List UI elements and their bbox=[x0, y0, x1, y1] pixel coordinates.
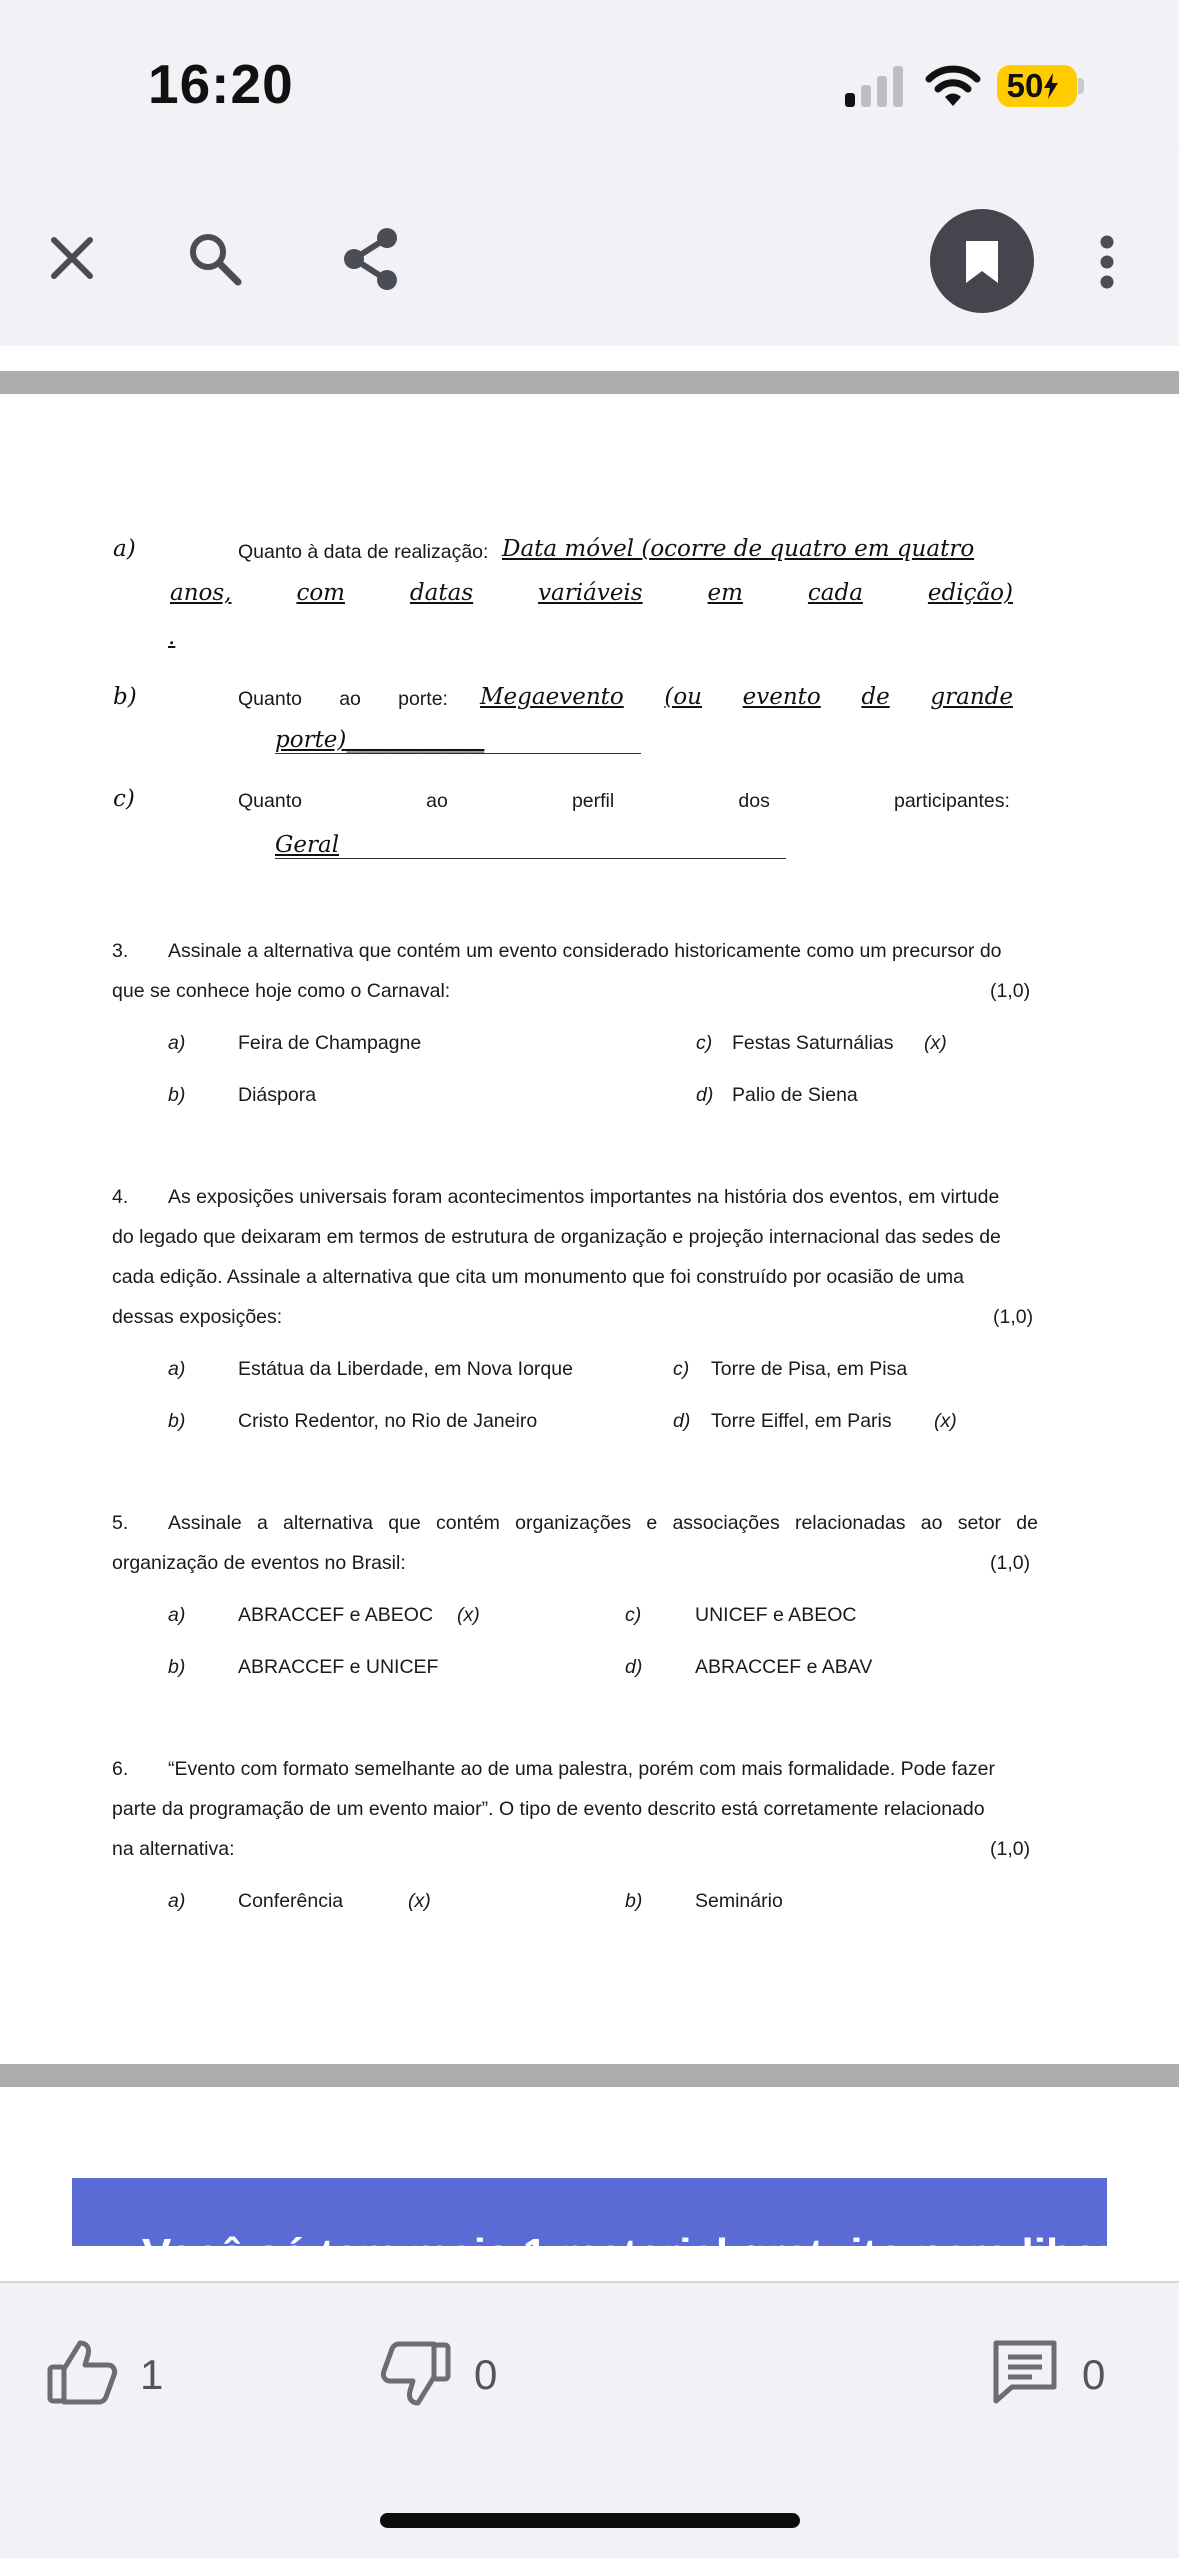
item-a-letter: a) bbox=[113, 536, 136, 562]
q5-option-b[interactable]: ABRACCEF e UNICEF bbox=[238, 1656, 439, 1678]
item-a-answer-line1: Data móvel (ocorre de quatro em quatro bbox=[502, 536, 975, 562]
search-icon[interactable] bbox=[186, 230, 244, 288]
q5-line2: organização de eventos no Brasil: bbox=[112, 1552, 406, 1574]
word: (ou bbox=[664, 684, 702, 710]
word: setor bbox=[957, 1512, 1002, 1534]
word: Quanto bbox=[238, 790, 302, 812]
close-icon[interactable] bbox=[48, 234, 96, 282]
like-count: 1 bbox=[140, 2351, 164, 2398]
word: relacionadas bbox=[794, 1512, 906, 1534]
q3-option-b[interactable]: Diáspora bbox=[238, 1084, 317, 1106]
q5-option-b-letter: b) bbox=[168, 1656, 186, 1678]
q3-points: (1,0) bbox=[990, 980, 1031, 1002]
q3-option-d[interactable]: Palio de Siena bbox=[732, 1084, 858, 1106]
word: Assinale bbox=[168, 1512, 242, 1534]
word: Quanto bbox=[238, 688, 302, 710]
q5-option-d[interactable]: ABRACCEF e ABAV bbox=[695, 1656, 873, 1678]
q6-option-a-letter: a) bbox=[168, 1890, 186, 1912]
item-b-answer-line1 bbox=[480, 684, 1013, 710]
q4-option-c[interactable]: Torre de Pisa, em Pisa bbox=[711, 1358, 908, 1380]
q4-option-a[interactable]: Estátua da Liberdade, em Nova Iorque bbox=[238, 1358, 573, 1380]
word: porte: bbox=[398, 688, 448, 710]
word: evento bbox=[742, 684, 821, 710]
q4-option-d[interactable]: Torre Eiffel, em Paris bbox=[711, 1410, 892, 1432]
thumbs-down-icon[interactable] bbox=[380, 2339, 452, 2407]
wifi-icon bbox=[925, 64, 981, 108]
q5-option-d-letter: d) bbox=[625, 1656, 643, 1678]
word: edição) bbox=[927, 580, 1013, 606]
word: cada bbox=[807, 580, 863, 606]
q3-option-c[interactable]: Festas Saturnálias bbox=[732, 1032, 894, 1054]
word: perfil bbox=[571, 790, 615, 812]
q5-option-a-letter: a) bbox=[168, 1604, 186, 1626]
more-vertical-icon[interactable] bbox=[1096, 234, 1118, 290]
cellular-signal-icon bbox=[845, 64, 903, 107]
q3-option-a[interactable]: Feira de Champagne bbox=[238, 1032, 422, 1054]
word: organizações bbox=[515, 1512, 632, 1534]
q6-option-b-letter: b) bbox=[625, 1890, 643, 1912]
word: associações bbox=[672, 1512, 780, 1534]
q6-line3: na alternativa: bbox=[112, 1838, 235, 1860]
battery-charging-icon bbox=[997, 65, 1077, 107]
word: dos bbox=[738, 790, 770, 812]
word: ao bbox=[339, 688, 361, 710]
q4-line2: do legado que deixaram em termos de estrutura de organização e projeção internacional das sedes de bbox=[112, 1226, 1001, 1248]
bookmark-icon bbox=[964, 239, 1000, 285]
q4-option-a-letter: a) bbox=[168, 1358, 186, 1380]
q5-number: 5. bbox=[112, 1512, 129, 1534]
word: ao bbox=[920, 1512, 943, 1534]
q5-option-c-letter: c) bbox=[625, 1604, 642, 1626]
status-bar bbox=[0, 0, 1179, 150]
page-separator bbox=[0, 2064, 1179, 2087]
q3-option-c-letter: c) bbox=[696, 1032, 713, 1054]
word: Megaevento bbox=[480, 684, 624, 710]
q5-option-a-mark: (x) bbox=[457, 1604, 480, 1626]
word: de bbox=[861, 684, 890, 710]
word: com bbox=[296, 580, 345, 606]
bookmark-button[interactable] bbox=[930, 209, 1034, 313]
q5-option-a[interactable]: ABRACCEF e ABEOC bbox=[238, 1604, 434, 1626]
q6-option-b[interactable]: Seminário bbox=[695, 1890, 783, 1912]
q3-number: 3. bbox=[112, 940, 129, 962]
word: ao bbox=[426, 790, 448, 812]
battery-level: 50 bbox=[1006, 67, 1044, 104]
q4-line3: cada edição. Assinale a alternativa que cita um monumento que foi construído por ocasião de uma bbox=[112, 1266, 965, 1288]
charging-bolt-icon bbox=[1043, 73, 1059, 99]
q3-option-a-letter: a) bbox=[168, 1032, 186, 1054]
q6-line1: “Evento com formato semelhante ao de uma palestra, porém com mais formalidade. Pode fazer bbox=[168, 1758, 995, 1780]
page-separator bbox=[0, 371, 1179, 394]
q4-line4: dessas exposições: bbox=[112, 1306, 283, 1328]
word: datas bbox=[409, 580, 474, 606]
word: anos, bbox=[170, 580, 232, 606]
word: alternativa bbox=[283, 1512, 373, 1534]
q3-option-d-letter: d) bbox=[696, 1084, 714, 1106]
item-b-label bbox=[238, 688, 448, 711]
q4-option-d-mark: (x) bbox=[934, 1410, 957, 1432]
q6-option-a[interactable]: Conferência bbox=[238, 1890, 344, 1912]
q4-number: 4. bbox=[112, 1186, 129, 1208]
q5-line1 bbox=[168, 1512, 1038, 1535]
item-c-answer: Geral bbox=[275, 832, 786, 859]
word: a bbox=[256, 1512, 268, 1534]
q4-option-b-letter: b) bbox=[168, 1410, 186, 1432]
word: variáveis bbox=[538, 580, 643, 606]
q6-number: 6. bbox=[112, 1758, 129, 1780]
q5-option-c[interactable]: UNICEF e ABEOC bbox=[695, 1604, 857, 1626]
item-a-label: Quanto à data de realização: bbox=[238, 541, 489, 563]
item-b-letter: b) bbox=[113, 684, 137, 710]
item-c-letter: c) bbox=[113, 786, 135, 812]
word: que bbox=[388, 1512, 421, 1534]
home-indicator[interactable] bbox=[380, 2513, 800, 2528]
q4-option-c-letter: c) bbox=[673, 1358, 690, 1380]
q6-points: (1,0) bbox=[990, 1838, 1031, 1860]
comment-icon[interactable] bbox=[990, 2337, 1060, 2407]
share-icon[interactable] bbox=[340, 226, 402, 292]
q4-option-b[interactable]: Cristo Redentor, no Rio de Janeiro bbox=[238, 1410, 538, 1432]
word: grande bbox=[930, 684, 1013, 710]
battery-tip bbox=[1078, 78, 1084, 94]
q4-line1: As exposições universais foram acontecimentos importantes na história dos eventos, em virtude bbox=[168, 1186, 1000, 1208]
banner-text: Você só tem mais 1 material gratuito para liberar bbox=[142, 2230, 1157, 2279]
item-a-answer-line2 bbox=[170, 580, 1013, 606]
item-b-answer-line2: porte)____________ bbox=[275, 727, 641, 754]
free-material-banner[interactable] bbox=[72, 2178, 1157, 2279]
comment-count: 0 bbox=[1082, 2351, 1106, 2398]
q3-line1: Assinale a alternativa que contém um evento considerado historicamente como um precursor do bbox=[168, 940, 1002, 962]
word: e bbox=[646, 1512, 658, 1534]
q3-option-b-letter: b) bbox=[168, 1084, 186, 1106]
word: contém bbox=[435, 1512, 500, 1534]
status-time: 16:20 bbox=[148, 53, 294, 115]
item-a-answer-line3: . bbox=[168, 624, 176, 650]
q4-points: (1,0) bbox=[993, 1306, 1034, 1328]
word: em bbox=[707, 580, 743, 606]
thumbs-up-icon[interactable] bbox=[46, 2339, 118, 2407]
q5-points: (1,0) bbox=[990, 1552, 1031, 1574]
word: participantes: bbox=[893, 790, 1010, 812]
q6-option-a-mark: (x) bbox=[408, 1890, 431, 1912]
dislike-count: 0 bbox=[474, 2351, 498, 2398]
word: de bbox=[1016, 1512, 1038, 1534]
q6-line2: parte da programação de um evento maior”. O tipo de evento descrito está corretamente relacionado bbox=[112, 1798, 985, 1820]
q3-option-c-mark: (x) bbox=[924, 1032, 947, 1054]
q3-line2: que se conhece hoje como o Carnaval: bbox=[112, 980, 451, 1002]
item-c-label bbox=[238, 790, 1010, 813]
q4-option-d-letter: d) bbox=[673, 1410, 691, 1432]
document-toolbar bbox=[0, 150, 1179, 346]
